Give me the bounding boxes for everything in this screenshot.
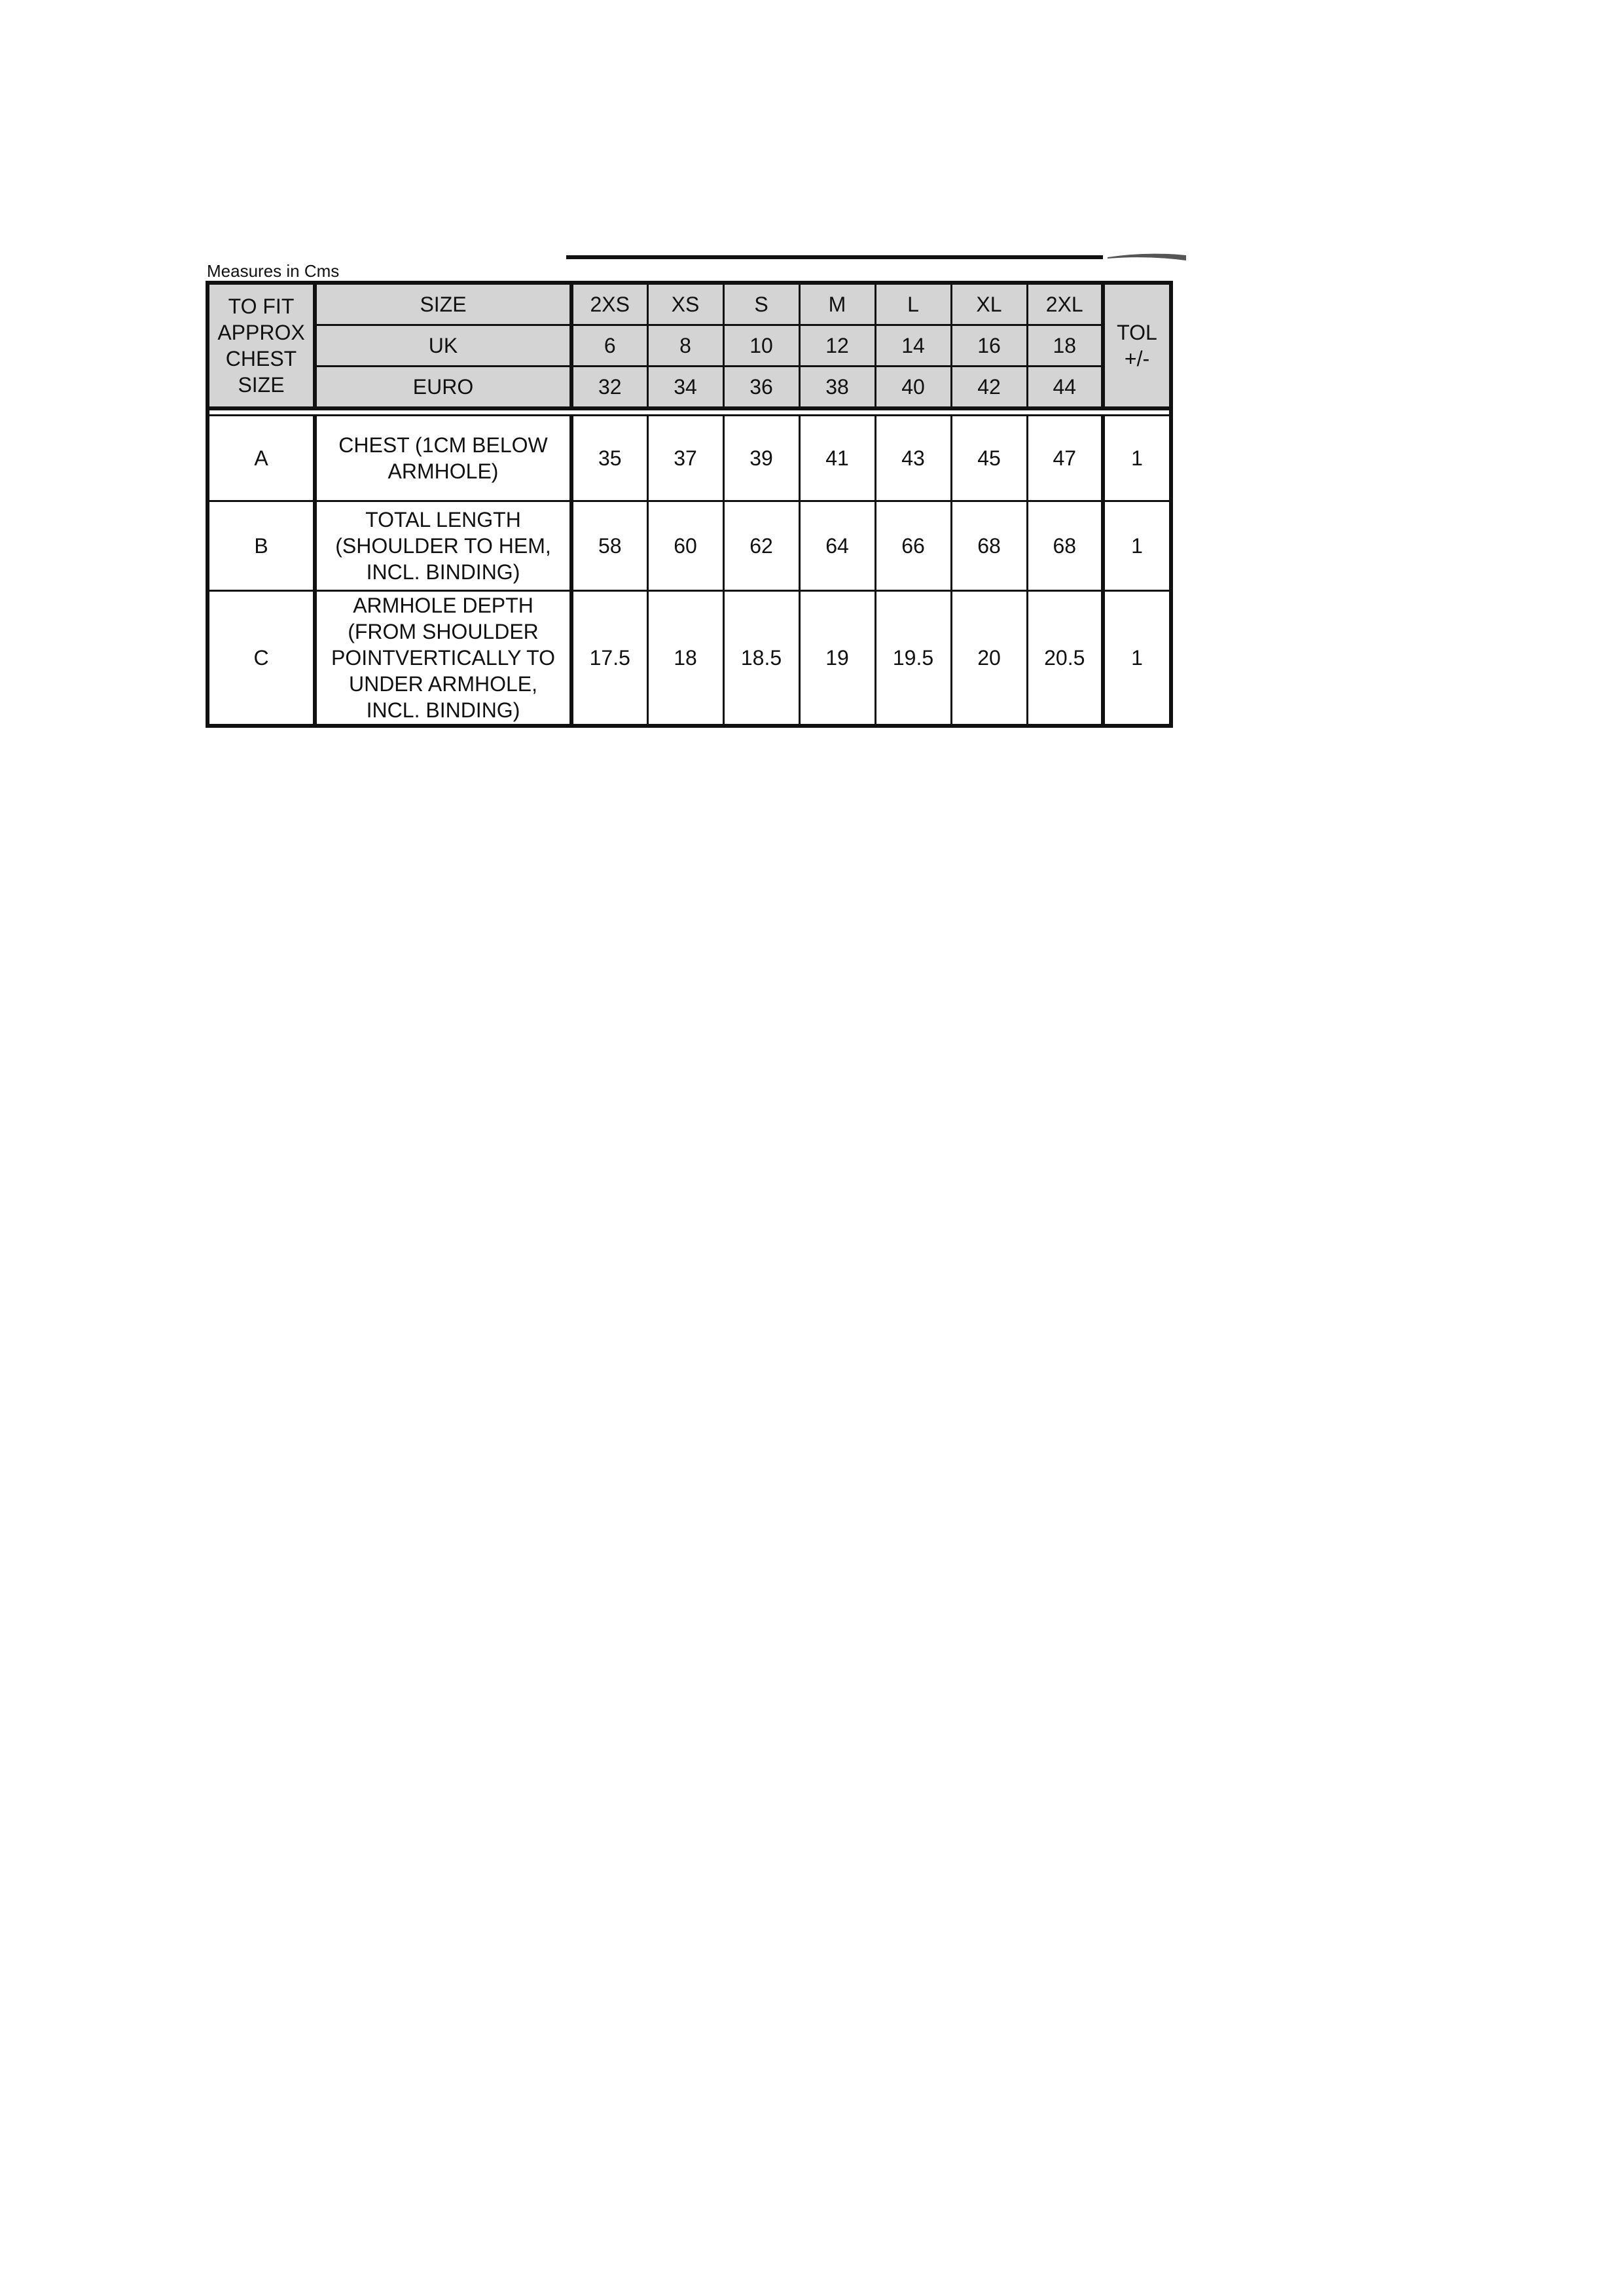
tol-label-line: +/-	[1124, 347, 1150, 370]
description-line: POINTVERTICALLY TO	[331, 646, 556, 670]
measurement-value: 68	[951, 501, 1027, 591]
measurement-value: 20.5	[1027, 591, 1103, 726]
size-cell: 38	[799, 367, 875, 409]
header-row-uk	[208, 325, 1171, 367]
tol-label-line: TOL	[1117, 321, 1157, 344]
fit-label-line: APPROX	[217, 321, 305, 344]
size-cell: 42	[951, 367, 1027, 409]
fit-label-cell	[208, 283, 315, 408]
size-cell: 44	[1027, 367, 1103, 409]
size-cell: 34	[647, 367, 723, 409]
tol-label-cell	[1103, 283, 1171, 408]
measurement-value: 17.5	[571, 591, 647, 726]
size-cell: XL	[951, 283, 1027, 325]
size-cell: M	[799, 283, 875, 325]
measurement-value: 47	[1027, 416, 1103, 501]
size-cell: 16	[951, 325, 1027, 367]
size-cell: 10	[723, 325, 799, 367]
header-row-size	[208, 283, 1171, 325]
measurement-row-c	[208, 591, 1171, 726]
fit-label-line: SIZE	[238, 373, 285, 397]
measures-note: Measures in Cms	[207, 261, 340, 281]
measurement-value: 68	[1027, 501, 1103, 591]
size-cell: 40	[875, 367, 951, 409]
header-label: SIZE	[315, 283, 571, 325]
fit-label-line: CHEST	[225, 347, 297, 370]
size-cell: 12	[799, 325, 875, 367]
description-line: INCL. BINDING)	[366, 560, 520, 584]
description-line: ARMHOLE DEPTH	[353, 594, 533, 617]
separator-cell	[208, 408, 1171, 416]
header-label: EURO	[315, 367, 571, 409]
size-cell: 8	[647, 325, 723, 367]
description-line: ARMHOLE)	[388, 459, 499, 483]
header-label: UK	[315, 325, 571, 367]
measurement-value: 18	[647, 591, 723, 726]
header-row-euro	[208, 367, 1171, 409]
measurement-code: B	[208, 501, 315, 591]
size-cell: 2XS	[571, 283, 647, 325]
measurement-value: 66	[875, 501, 951, 591]
decorative-swoosh	[1108, 253, 1186, 262]
size-cell: 36	[723, 367, 799, 409]
description-line: CHEST (1CM BELOW	[338, 433, 548, 457]
size-cell: 6	[571, 325, 647, 367]
measurement-code: C	[208, 591, 315, 726]
measurement-value: 18.5	[723, 591, 799, 726]
measurement-value: 60	[647, 501, 723, 591]
measurement-value: 58	[571, 501, 647, 591]
measurement-value: 41	[799, 416, 875, 501]
tolerance-value: 1	[1103, 416, 1171, 501]
size-cell: XS	[647, 283, 723, 325]
header-separator	[208, 408, 1171, 416]
measurement-value: 19	[799, 591, 875, 726]
size-cell: L	[875, 283, 951, 325]
description-line: (SHOULDER TO HEM,	[335, 534, 551, 558]
measurement-value: 20	[951, 591, 1027, 726]
size-cell: 18	[1027, 325, 1103, 367]
description-line: TOTAL LENGTH	[365, 508, 521, 531]
measurement-value: 43	[875, 416, 951, 501]
measurement-row-a	[208, 416, 1171, 501]
description-line: INCL. BINDING)	[366, 698, 520, 722]
measurement-row-b	[208, 501, 1171, 591]
size-cell: 2XL	[1027, 283, 1103, 325]
tolerance-value: 1	[1103, 501, 1171, 591]
top-rule-line	[566, 255, 1103, 259]
measurement-value: 45	[951, 416, 1027, 501]
size-cell: 32	[571, 367, 647, 409]
measurement-value: 64	[799, 501, 875, 591]
measurement-code: A	[208, 416, 315, 501]
description-line: (FROM SHOULDER	[348, 620, 539, 643]
fit-label-line: TO FIT	[228, 295, 295, 318]
measurement-description	[315, 416, 571, 501]
measurement-value: 35	[571, 416, 647, 501]
measurement-value: 39	[723, 416, 799, 501]
description-line: UNDER ARMHOLE,	[348, 672, 538, 696]
measurement-value: 62	[723, 501, 799, 591]
measurement-value: 19.5	[875, 591, 951, 726]
size-cell: S	[723, 283, 799, 325]
measurement-value: 37	[647, 416, 723, 501]
measurement-description	[315, 591, 571, 726]
size-cell: 14	[875, 325, 951, 367]
measurement-description	[315, 501, 571, 591]
tolerance-value: 1	[1103, 591, 1171, 726]
size-chart-table	[206, 281, 1173, 728]
